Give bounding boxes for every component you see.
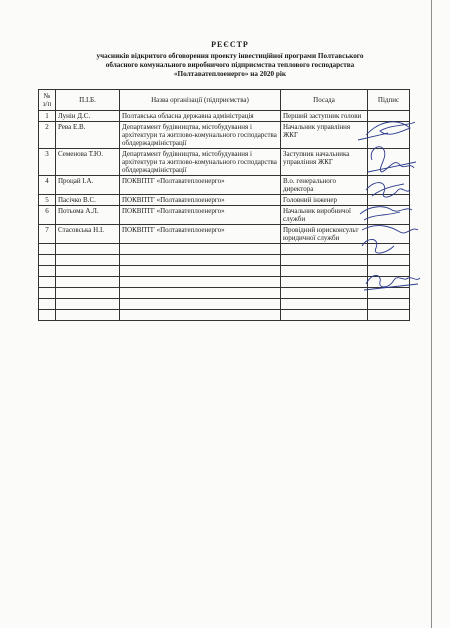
table-row	[39, 225, 410, 244]
row-num-cell: 7	[39, 225, 56, 244]
row-org-cell: ПОКВПТГ «Полтаватеплоенерго»	[120, 206, 281, 225]
empty-table-row	[39, 255, 410, 266]
row-name-cell: Лунін Д.С.	[56, 111, 120, 122]
row-org-cell: ПОКВПТГ «Полтаватеплоенерго»	[120, 195, 281, 206]
header-name: П.І.Б.	[56, 90, 120, 111]
header-num: № з/п	[39, 90, 56, 111]
row-position-cell: Начальник виробничої служби	[281, 206, 368, 225]
table-body	[39, 111, 410, 321]
row-num-cell: 4	[39, 176, 56, 195]
row-position-cell: Провідний юрисконсульт юридичної служби	[281, 225, 368, 244]
empty-cell	[120, 244, 281, 255]
empty-cell	[39, 244, 56, 255]
empty-cell	[281, 299, 368, 310]
row-name-cell: Рева Е.В.	[56, 122, 120, 149]
empty-cell	[281, 266, 368, 277]
row-name-cell: Потьома А.Л.	[56, 206, 120, 225]
empty-cell	[56, 288, 120, 299]
row-name-cell: Стасовська Н.І.	[56, 225, 120, 244]
empty-cell	[56, 255, 120, 266]
row-signature-cell	[368, 225, 410, 244]
row-signature-cell	[368, 111, 410, 122]
empty-table-row	[39, 299, 410, 310]
empty-cell	[281, 277, 368, 288]
empty-cell	[56, 299, 120, 310]
empty-cell	[56, 277, 120, 288]
document-title-block	[40, 40, 420, 79]
row-name-cell: Процай І.А.	[56, 176, 120, 195]
row-org-cell: Департамент будівництва, містобудування і архітектури та житлово-комунального господарства облдержадміністрації	[120, 149, 281, 176]
empty-cell	[281, 255, 368, 266]
empty-cell	[56, 244, 120, 255]
subtitle-line: обласного комунального виробничого підприємства теплового господарства	[105, 61, 355, 69]
row-signature-cell	[368, 176, 410, 195]
header-position: Посада	[281, 90, 368, 111]
row-signature-cell	[368, 206, 410, 225]
empty-cell	[281, 288, 368, 299]
empty-cell	[281, 244, 368, 255]
empty-cell	[368, 299, 410, 310]
row-num-cell: 1	[39, 111, 56, 122]
empty-cell	[39, 299, 56, 310]
empty-cell	[368, 288, 410, 299]
empty-cell	[368, 266, 410, 277]
empty-cell	[120, 255, 281, 266]
table-row	[39, 122, 410, 149]
row-num-cell: 5	[39, 195, 56, 206]
table-row	[39, 195, 410, 206]
row-signature-cell	[368, 195, 410, 206]
row-org-cell: Департамент будівництва, містобудування і архітектури та житлово-комунального господарства облдержадміністрації	[120, 122, 281, 149]
table-header-row	[39, 90, 410, 111]
row-org-cell: ПОКВПТГ «Полтаватеплоенерго»	[120, 176, 281, 195]
row-name-cell: Семенова Т.Ю.	[56, 149, 120, 176]
header-signature: Підпис	[368, 90, 410, 111]
table-row	[39, 176, 410, 195]
empty-cell	[281, 310, 368, 321]
empty-cell	[39, 266, 56, 277]
table-row	[39, 206, 410, 225]
row-num-cell: 3	[39, 149, 56, 176]
page-edge-line	[431, 0, 432, 628]
empty-cell	[56, 310, 120, 321]
row-position-cell: Головний інженер	[281, 195, 368, 206]
participants-table	[38, 89, 410, 321]
empty-cell	[39, 288, 56, 299]
subtitle-line: «Полтаватеплоенерго» на 2020 рік	[173, 70, 287, 78]
empty-cell	[39, 277, 56, 288]
row-signature-cell	[368, 122, 410, 149]
empty-cell	[368, 310, 410, 321]
row-num-cell: 6	[39, 206, 56, 225]
empty-table-row	[39, 244, 410, 255]
empty-cell	[120, 288, 281, 299]
empty-cell	[120, 299, 281, 310]
table-row	[39, 111, 410, 122]
row-position-cell: Перший заступник голови	[281, 111, 368, 122]
table-row	[39, 149, 410, 176]
row-position-cell: В.о. генерального директора	[281, 176, 368, 195]
row-name-cell: Пасічко В.С.	[56, 195, 120, 206]
row-signature-cell	[368, 149, 410, 176]
empty-cell	[120, 266, 281, 277]
empty-cell	[120, 310, 281, 321]
header-org: Назва організації (підприємства)	[120, 90, 281, 111]
subtitle-line: учасників відкритого обговорення проекту інвестиційної програми Полтавського	[96, 52, 364, 60]
document-heading: РЕЄСТР	[211, 40, 249, 49]
empty-cell	[39, 310, 56, 321]
row-org-cell: Полтавська обласна державна адміністрація	[120, 111, 281, 122]
empty-cell	[368, 244, 410, 255]
empty-cell	[368, 255, 410, 266]
empty-cell	[39, 255, 56, 266]
row-position-cell: Начальник управління ЖКГ	[281, 122, 368, 149]
row-org-cell: ПОКВПТГ «Полтаватеплоенерго»	[120, 225, 281, 244]
empty-cell	[56, 266, 120, 277]
empty-cell	[120, 277, 281, 288]
empty-table-row	[39, 277, 410, 288]
empty-table-row	[39, 310, 410, 321]
document-subtitle	[40, 52, 420, 79]
empty-table-row	[39, 288, 410, 299]
row-position-cell: Заступник начальника управління ЖКГ	[281, 149, 368, 176]
empty-cell	[368, 277, 410, 288]
empty-table-row	[39, 266, 410, 277]
row-num-cell: 2	[39, 122, 56, 149]
